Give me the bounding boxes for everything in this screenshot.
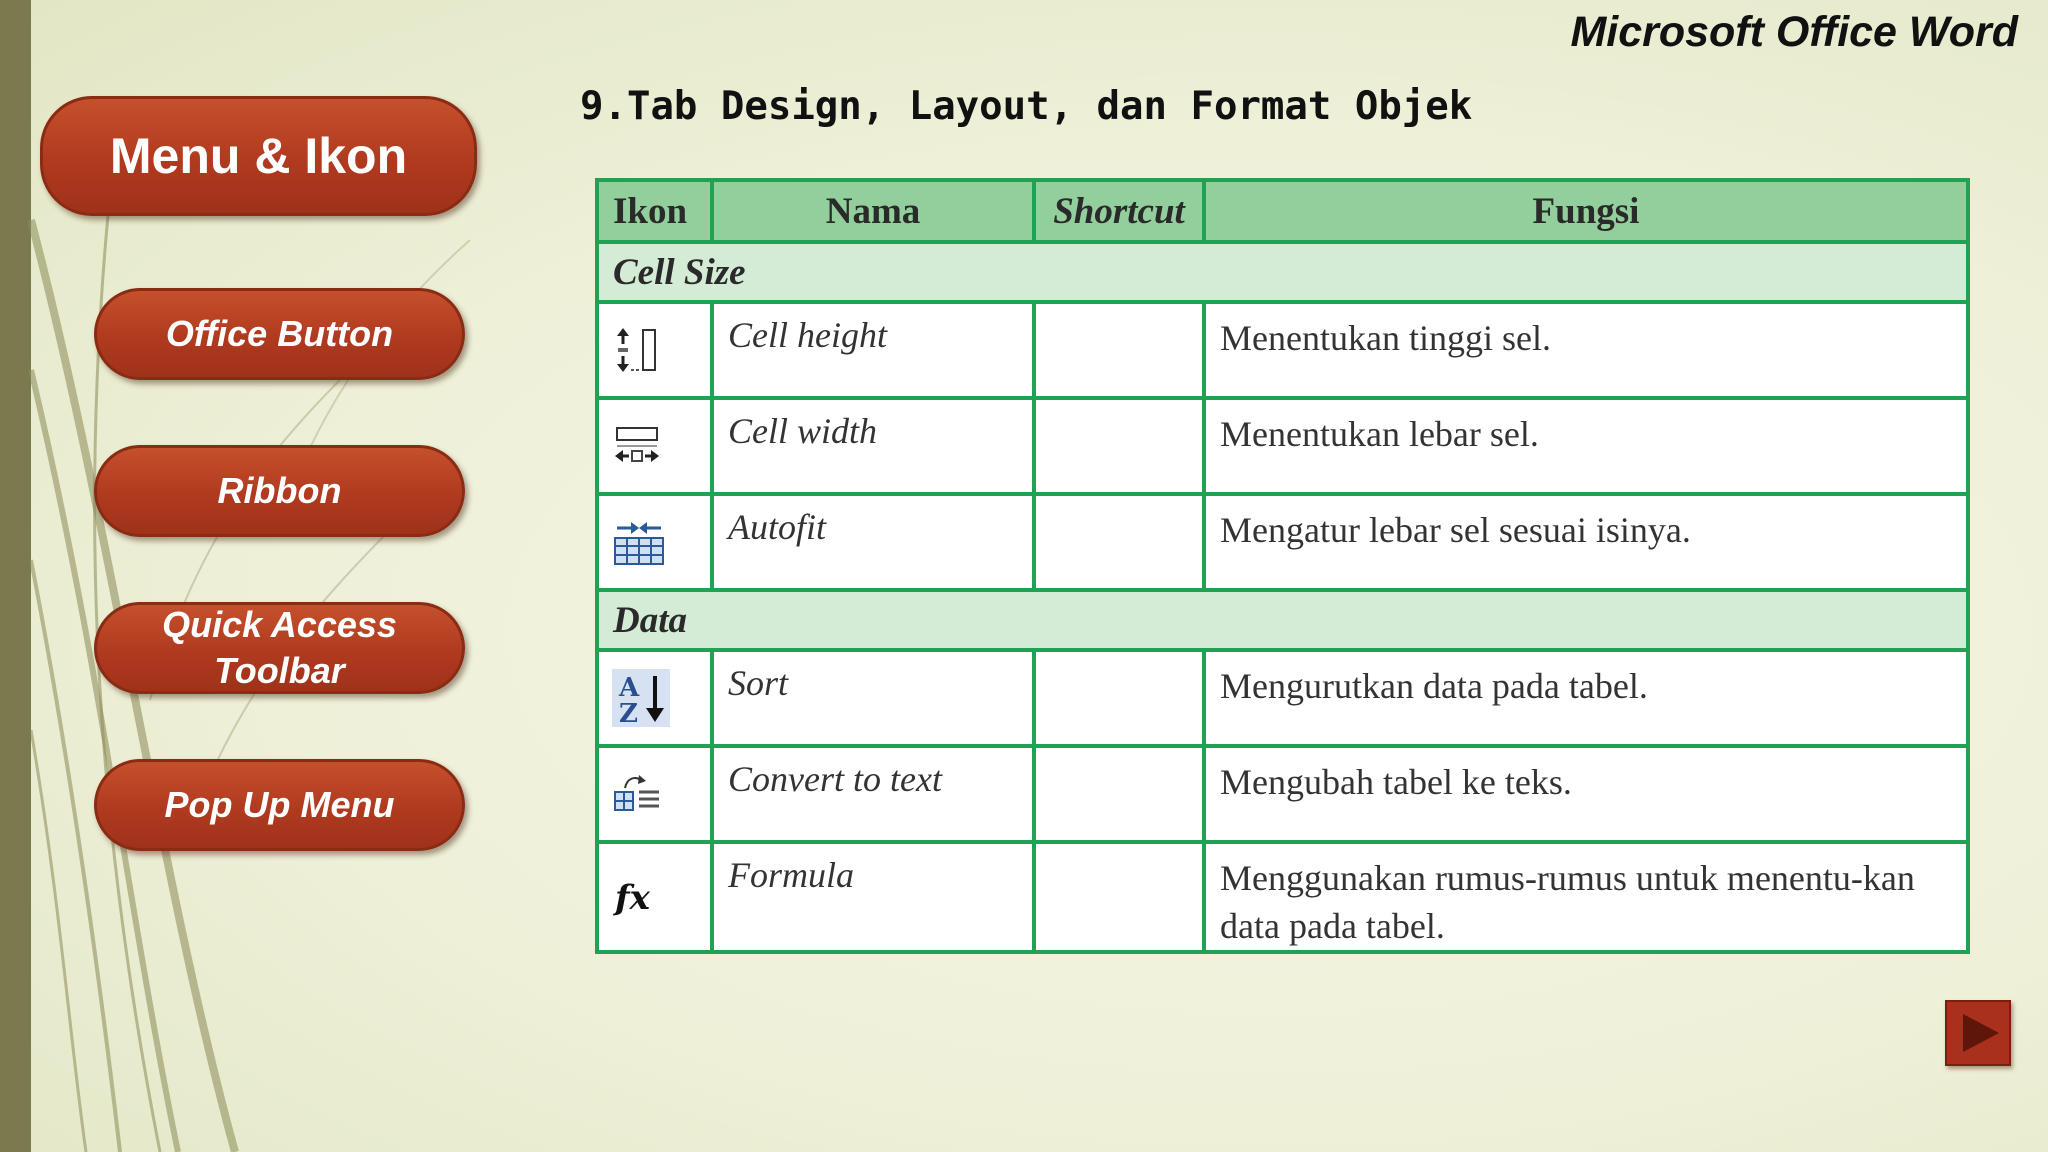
row-name: Cell height (712, 302, 1034, 398)
row-function: Mengubah tabel ke teks. (1204, 746, 1968, 842)
function-table (595, 178, 1970, 954)
ribbon-link[interactable]: Ribbon (94, 445, 465, 537)
convert-to-text-icon (611, 768, 663, 820)
section-row-cell-size (597, 242, 1968, 302)
header-fungsi: Fungsi (1204, 180, 1968, 242)
row-function: Mengatur lebar sel sesuai isinya. (1204, 494, 1968, 590)
next-slide-button[interactable] (1945, 1000, 2011, 1066)
cell-width-icon (611, 420, 663, 472)
row-shortcut (1034, 746, 1204, 842)
row-name: Cell width (712, 398, 1034, 494)
row-shortcut (1034, 302, 1204, 398)
row-shortcut (1034, 494, 1204, 590)
table-row (597, 650, 1968, 746)
table-row (597, 494, 1968, 590)
sort-icon-letter-a: A Z (619, 673, 640, 728)
page-heading: 9.Tab Design, Layout, dan Format Objek (580, 84, 1473, 129)
row-function: Mengurutkan data pada tabel. (1204, 650, 1968, 746)
header-shortcut: Shortcut (1034, 180, 1204, 242)
table-row (597, 302, 1968, 398)
cell-height-icon (611, 324, 663, 376)
row-name: Autofit (712, 494, 1034, 590)
formula-icon (611, 871, 663, 923)
icon-cell (597, 494, 712, 590)
section-title: Cell Size (597, 242, 1968, 302)
icon-cell (597, 650, 712, 746)
row-shortcut (1034, 398, 1204, 494)
quick-access-toolbar-link[interactable]: Quick Access Toolbar (94, 602, 465, 694)
header-ikon: Ikon (597, 180, 712, 242)
sort-icon (611, 668, 671, 728)
header-nama: Nama (712, 180, 1034, 242)
row-function: Menggunakan rumus-rumus untuk menentu-kan data pada tabel. (1204, 842, 1968, 952)
left-decorative-strip (0, 0, 31, 1152)
icon-cell (597, 842, 712, 952)
row-name: Sort (712, 650, 1034, 746)
play-icon (1963, 1014, 1999, 1052)
office-button-link[interactable]: Office Button (94, 288, 465, 380)
table-header-row (597, 180, 1968, 242)
section-title: Data (597, 590, 1968, 650)
pop-up-menu-link[interactable]: Pop Up Menu (94, 759, 465, 851)
row-function: Menentukan tinggi sel. (1204, 302, 1968, 398)
section-row-data (597, 590, 1968, 650)
table-row (597, 746, 1968, 842)
row-shortcut (1034, 650, 1204, 746)
table-row (597, 398, 1968, 494)
table-row (597, 842, 1968, 952)
autofit-icon (611, 516, 667, 568)
app-title: Microsoft Office Word (1570, 8, 2018, 56)
row-function: Menentukan lebar sel. (1204, 398, 1968, 494)
row-name: Formula (712, 842, 1034, 952)
row-name: Convert to text (712, 746, 1034, 842)
row-shortcut (1034, 842, 1204, 952)
svg-text:fx: fx (615, 878, 650, 918)
icon-cell (597, 302, 712, 398)
icon-cell (597, 746, 712, 842)
menu-ikon-title: Menu & Ikon (40, 96, 477, 216)
icon-cell (597, 398, 712, 494)
